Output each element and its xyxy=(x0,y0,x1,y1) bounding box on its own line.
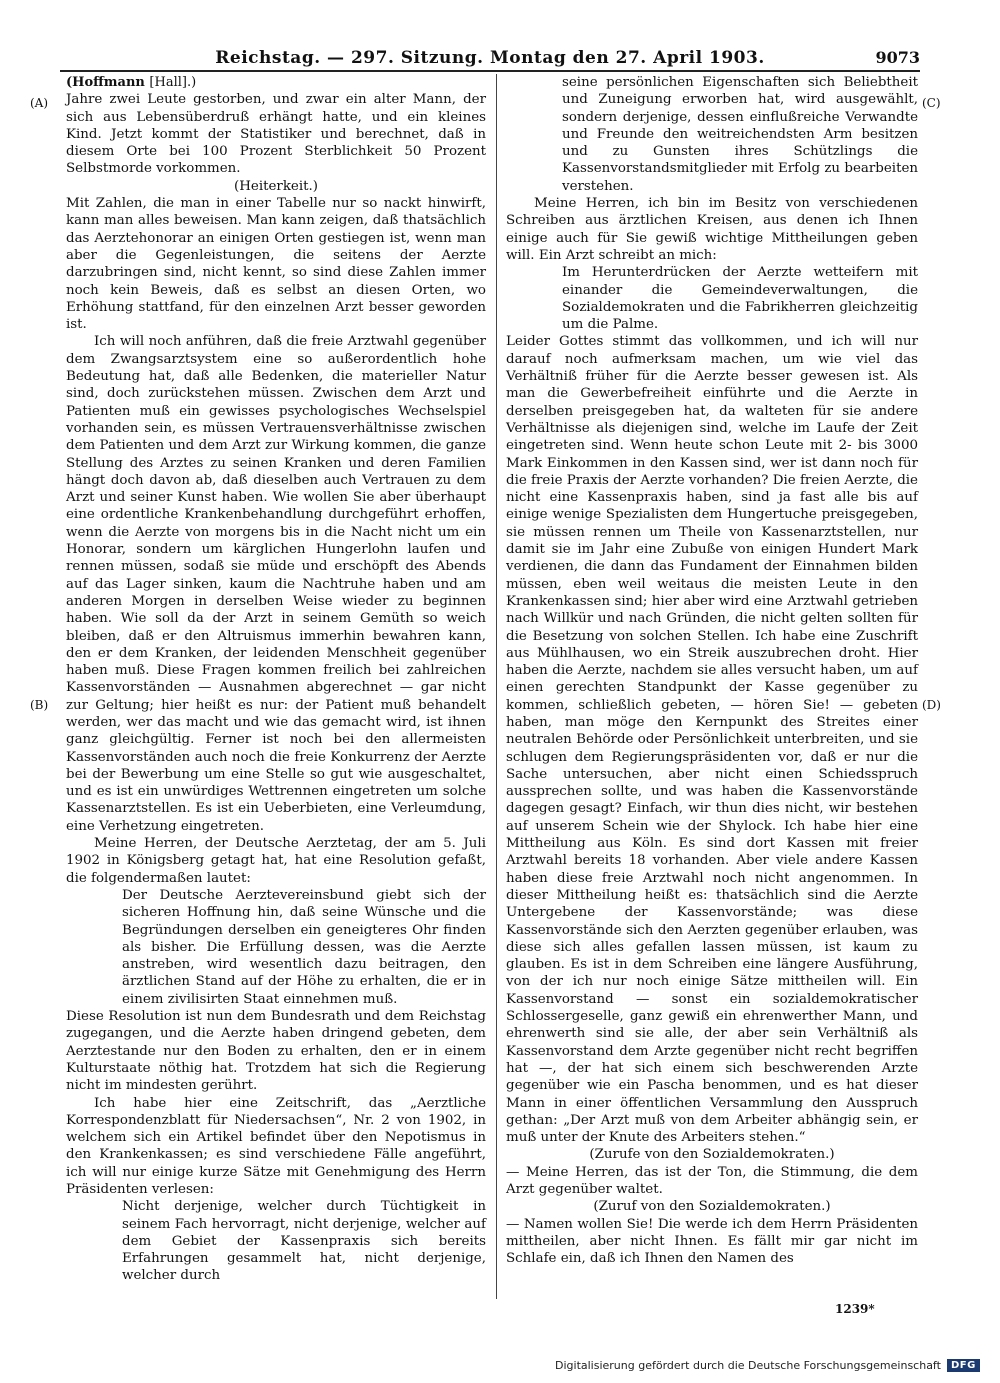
paragraph: Jahre zwei Leute gestorben, und zwar ein alter Mann, der sich aus Lebensüberdruß erhängt hatte, und ein kleines Kind. Jetzt kommt der Statistiker und berechnet, daß in diesem Orte bei 100 Prozent Sterblichkeit 50 Prozent Selbstmorde vorkommen. xyxy=(66,92,486,177)
block-quote: Nicht derjenige, welcher durch Tüchtigkeit in seinem Fach hervorragt, nicht derjenige, welcher auf dem Gebiet der Kassenpraxis sich bereits Erfahrungen gesammelt hat, nicht derjenige, welcher durch xyxy=(122,1199,486,1284)
dfg-logo: DFG xyxy=(947,1359,980,1372)
interjection: (Heiterkeit.) xyxy=(234,178,318,194)
header-rule xyxy=(60,70,920,72)
paragraph: Ich will noch anführen, daß die freie Arztwahl gegenüber dem Zwangsarztsystem eine so außerordentlich hohe Bedeutung hat, daß alle Bedenken, die materieller Natur sind, doch zurückstehen müssen. Zwischen dem Arzt und Patienten muß ein gewisses psychologisches Wechselspiel vorhanden sein, es müssen Vertrauensverhältnisse zwischen dem Patienten und dem Arzt zur Wirkung kommen, die ganze Stellung des Arztes zu seinen Kranken und deren Familien hängt doch davon ab, daß dieselben auch Vertrauen zu dem Arzt und seiner Kunst haben. Wie wollen Sie aber überhaupt eine ordentliche Krankenbehandlung durchgeführt erhoffen, wenn die Aerzte von morgens bis in die Nacht nicht um ein Honorar, sondern um kärglichen Hungerlohn laufen und rennen müssen, sodaß sie müde und erschöpft des Abends auf das Lager sinken, kaum die Nachtruhe haben und am anderen Morgen in derselben Weise wieder zu beginnen haben. Wie soll da der Arzt in seinem Gemüth so weich bleiben, daß er den Altruismus immerhin bewahren kann, den er dem Kranken, der leidenden Menschheit gegenüber haben muß. Diese Fragen kommen freilich bei zahlreichen Kassenvorständen — Ausnahmen abgerechnet — gar nicht zur Geltung; hier heißt es nur: der Patient muß behandelt werden, wer das macht und wie das gemacht wird, ist ihnen ganz gleichgültig. Ferner ist noch bei den allermeisten Kassenvorständen auch noch die freie Konkurrenz der Aerzte bei der Bewerbung um eine Stelle so gut wie ausgeschaltet, und es ist ein unwürdiges Wettrennen eingetreten um solche Kassenarztstellen. Es ist ein Ueberbieten, eine Verleumdung, eine Verhetzung eingetreten. xyxy=(66,334,486,834)
paragraph: — Meine Herren, das ist der Ton, die Stimmung, die dem Arzt gegenüber waltet. xyxy=(506,1164,918,1197)
block-quote: Der Deutsche Aerztevereinsbund giebt sich der sicheren Hoffnung hin, daß seine Wünsche und die Begründungen derselben ein geneigteres Ohr finden als bisher. Die Erfüllung dessen, was die Aerzte anstreben, wird wesentlich dazu beitragen, den ärztlichen Stand auf der Höhe zu erhalten, die er in einem zivilisirten Staat einnehmen muß. xyxy=(122,887,486,1007)
paragraph: — Namen wollen Sie! Die werde ich dem Herrn Präsidenten mittheilen, aber nicht Ihnen. Es fällt mir gar nicht im Schlafe ein, daß ich Ihnen den Namen des xyxy=(506,1216,918,1267)
block-quote: Im Herunterdrücken der Aerzte wetteifern mit einander die Gemeindeverwaltungen, die Sozialdemokraten und die Fabrikherren gleichzeitig um die Palme. xyxy=(562,265,918,333)
paragraph: Meine Herren, der Deutsche Aerztetag, der am 5. Juli 1902 in Königsberg getagt hat, hat eine Resolution gefaßt, die folgendermaßen lautet: xyxy=(66,836,486,886)
right-column xyxy=(506,74,918,1267)
speaker-open: ( xyxy=(66,75,73,90)
paragraph: Leider Gottes stimmt das vollkommen, und ich will nur darauf noch aufmerksam machen, um wie viel das Verhältniß früher für die Aerzte besser gewesen ist. Als man die Gewerbefreiheit einführte und die Aerzte in derselben preisgegeben hat, da walteten für sie andere Verhältnisse als diejenigen sind, welche im Laufe der Zeit eingetreten sind. Wenn heute schon Leute mit 2- bis 3000 Mark Einkommen in den Kassen sind, wer ist dann noch für die freie Praxis der Aerzte vorhanden? Die freien Aerzte, die nicht eine Kassenpraxis haben, sind ja fast alle bis auf einige wenige Spezialisten dem Hungertuche preisgegeben, sie müssen rennen um Theile von Kassenarztstellen, nur damit sie im Jahr eine Zubuße von einigen Hundert Mark verdienen, die dann das Fundament der Einnahmen bilden müssen, eben weil weitaus die meisten Leute in den Krankenkassen sind; hier aber wird eine Arztwahl getrieben nach Willkür und nach Gründen, die nicht gelten sollten für die Besetzung von solchen Stellen. Ich habe eine Zuschrift aus Mühlhausen, wo ein Streik auszubrechen droht. Hier haben die Aerzte, nachdem sie alles versucht haben, um auf einen gerechten Standpunkt der Kasse gegenüber zu kommen, schließlich gebeten, — hören Sie! — gebeten haben, man möge den Kernpunkt des Streites einer neutralen Behörde oder Persönlichkeit unterbreiten, und sie schlugen dem Regierungspräsidenten vor, daß er nur die Sache untersuchen, aber nicht einen Schiedsspruch aussprechen sollte, und was haben die Kassenvorstände dagegen gesagt? Einfach, wir thun dies nicht, wir bestehen auf unserem Schein wie der Shylock. Ich habe hier eine Mittheilung aus Köln. Es sind dort Kassen mit freier Arztwahl bereits 18 vorhanden. Aber viele andere Kassen haben diese freie Arztwahl noch nicht angenommen. In dieser Mittheilung heißt es: thatsächlich sind die Aerzte Untergebene der Kassenvorstände; was diese Kassenvorstände sich den Aerzten gegenüber erlauben, was diese sich alles gefallen lassen müssen, ist kaum zu glauben. Es ist in dem Schreiben eine längere Ausführung, von der ich nur noch einige Sätze mittheilen will. Ein Kassenvorstand — sonst ein sozialdemokratischer Schlossergeselle, ganz gewiß ein ehrenwerther Mann, und ehrenwerth sind sie alle, der aber sein Verhältniß als Kassenvorstand dem Arzte gegenüber nicht recht begriffen hat —, der hat sich einem sich beschwerenden Arzte gegenüber wie ein Pascha benommen, und es hat dieser Mann in einer öffentlichen Versammlung den Ausspruch gethan: „Der Arzt muß von dem Arbeiter abhängig sein, er muß unter der Knute des Arbeiters stehen.“ xyxy=(506,334,918,1146)
interjection: (Zurufe von den Sozialdemokraten.) xyxy=(589,1147,835,1163)
speaker-name: Hoffmann xyxy=(72,75,145,90)
page-header xyxy=(60,48,920,70)
paragraph: Mit Zahlen, die man in einer Tabelle nur so nackt hinwirft, kann man alles beweisen. Man kann zeigen, daß thatsächlich das Aerztehonorar an einigen Orten gestiegen ist, wenn man aber die Gegenleistungen, die seitens der Aerzte darzubringen sind, nicht kennt, so sind diese Zahlen immer noch kein Beweis, daß es selbst an diesen Orten, wo Erhöhung stattfand, für den einzelnen Arzt besser geworden ist. xyxy=(66,196,486,333)
block-quote: seine persönlichen Eigenschaften sich Beliebtheit und Zuneigung erworben hat, wird ausgewählt, sondern derjenige, dessen einflußreiche Verwandte und Freunde den weitreichendsten Arm besitzen und zu Gunsten ihres Schützlings die Kassenvorstandsmitglieder mit Erfolg zu bearbeiten verstehen. xyxy=(562,75,918,194)
footer-text: Digitalisierung gefördert durch die Deutsche Forschungsgemeinschaft xyxy=(555,1359,941,1372)
page-number: 9073 xyxy=(875,48,920,67)
margin-marker-c: (C) xyxy=(922,96,941,110)
margin-marker-a: (A) xyxy=(30,96,49,110)
paragraph: Meine Herren, ich bin im Besitz von verschiedenen Schreiben aus ärztlichen Kreisen, aus denen ich Ihnen einige auch für Sie gewiß wichtige Mittheilungen geben will. Ein Arzt schreibt an mich: xyxy=(506,196,918,263)
header-title: Reichstag. — 297. Sitzung. Montag den 27. April 1903. xyxy=(215,48,765,68)
footer-credit xyxy=(555,1359,980,1372)
margin-marker-b: (B) xyxy=(30,698,49,712)
paragraph: Ich habe hier eine Zeitschrift, das „Aerztliche Korrespondenzblatt für Niedersachsen“, Nr. 2 von 1902, in welchem sich ein Artikel befindet über den Nepotismus in den Krankenkassen; es sind verschiedene Fälle angeführt, ich will nur einige kurze Sätze mit Genehmigung des Herrn Präsidenten verlesen: xyxy=(66,1095,486,1197)
left-column xyxy=(66,74,486,1285)
paragraph: Diese Resolution ist nun dem Bundesrath und dem Reichstag zugegangen, und die Aerzte haben dringend gebeten, dem Aerztestande nur den Boden zu erhalten, den er in einem Kulturstaate nöthig hat. Trotzdem hat sich die Regierung nicht im mindesten gerührt. xyxy=(66,1009,486,1094)
column-divider xyxy=(496,74,497,1299)
signature-mark: 1239* xyxy=(835,1302,875,1316)
speaker-district: [Hall].) xyxy=(149,75,197,90)
interjection: (Zuruf von den Sozialdemokraten.) xyxy=(593,1199,831,1215)
margin-marker-d: (D) xyxy=(922,698,941,712)
speaker-line xyxy=(66,74,486,91)
